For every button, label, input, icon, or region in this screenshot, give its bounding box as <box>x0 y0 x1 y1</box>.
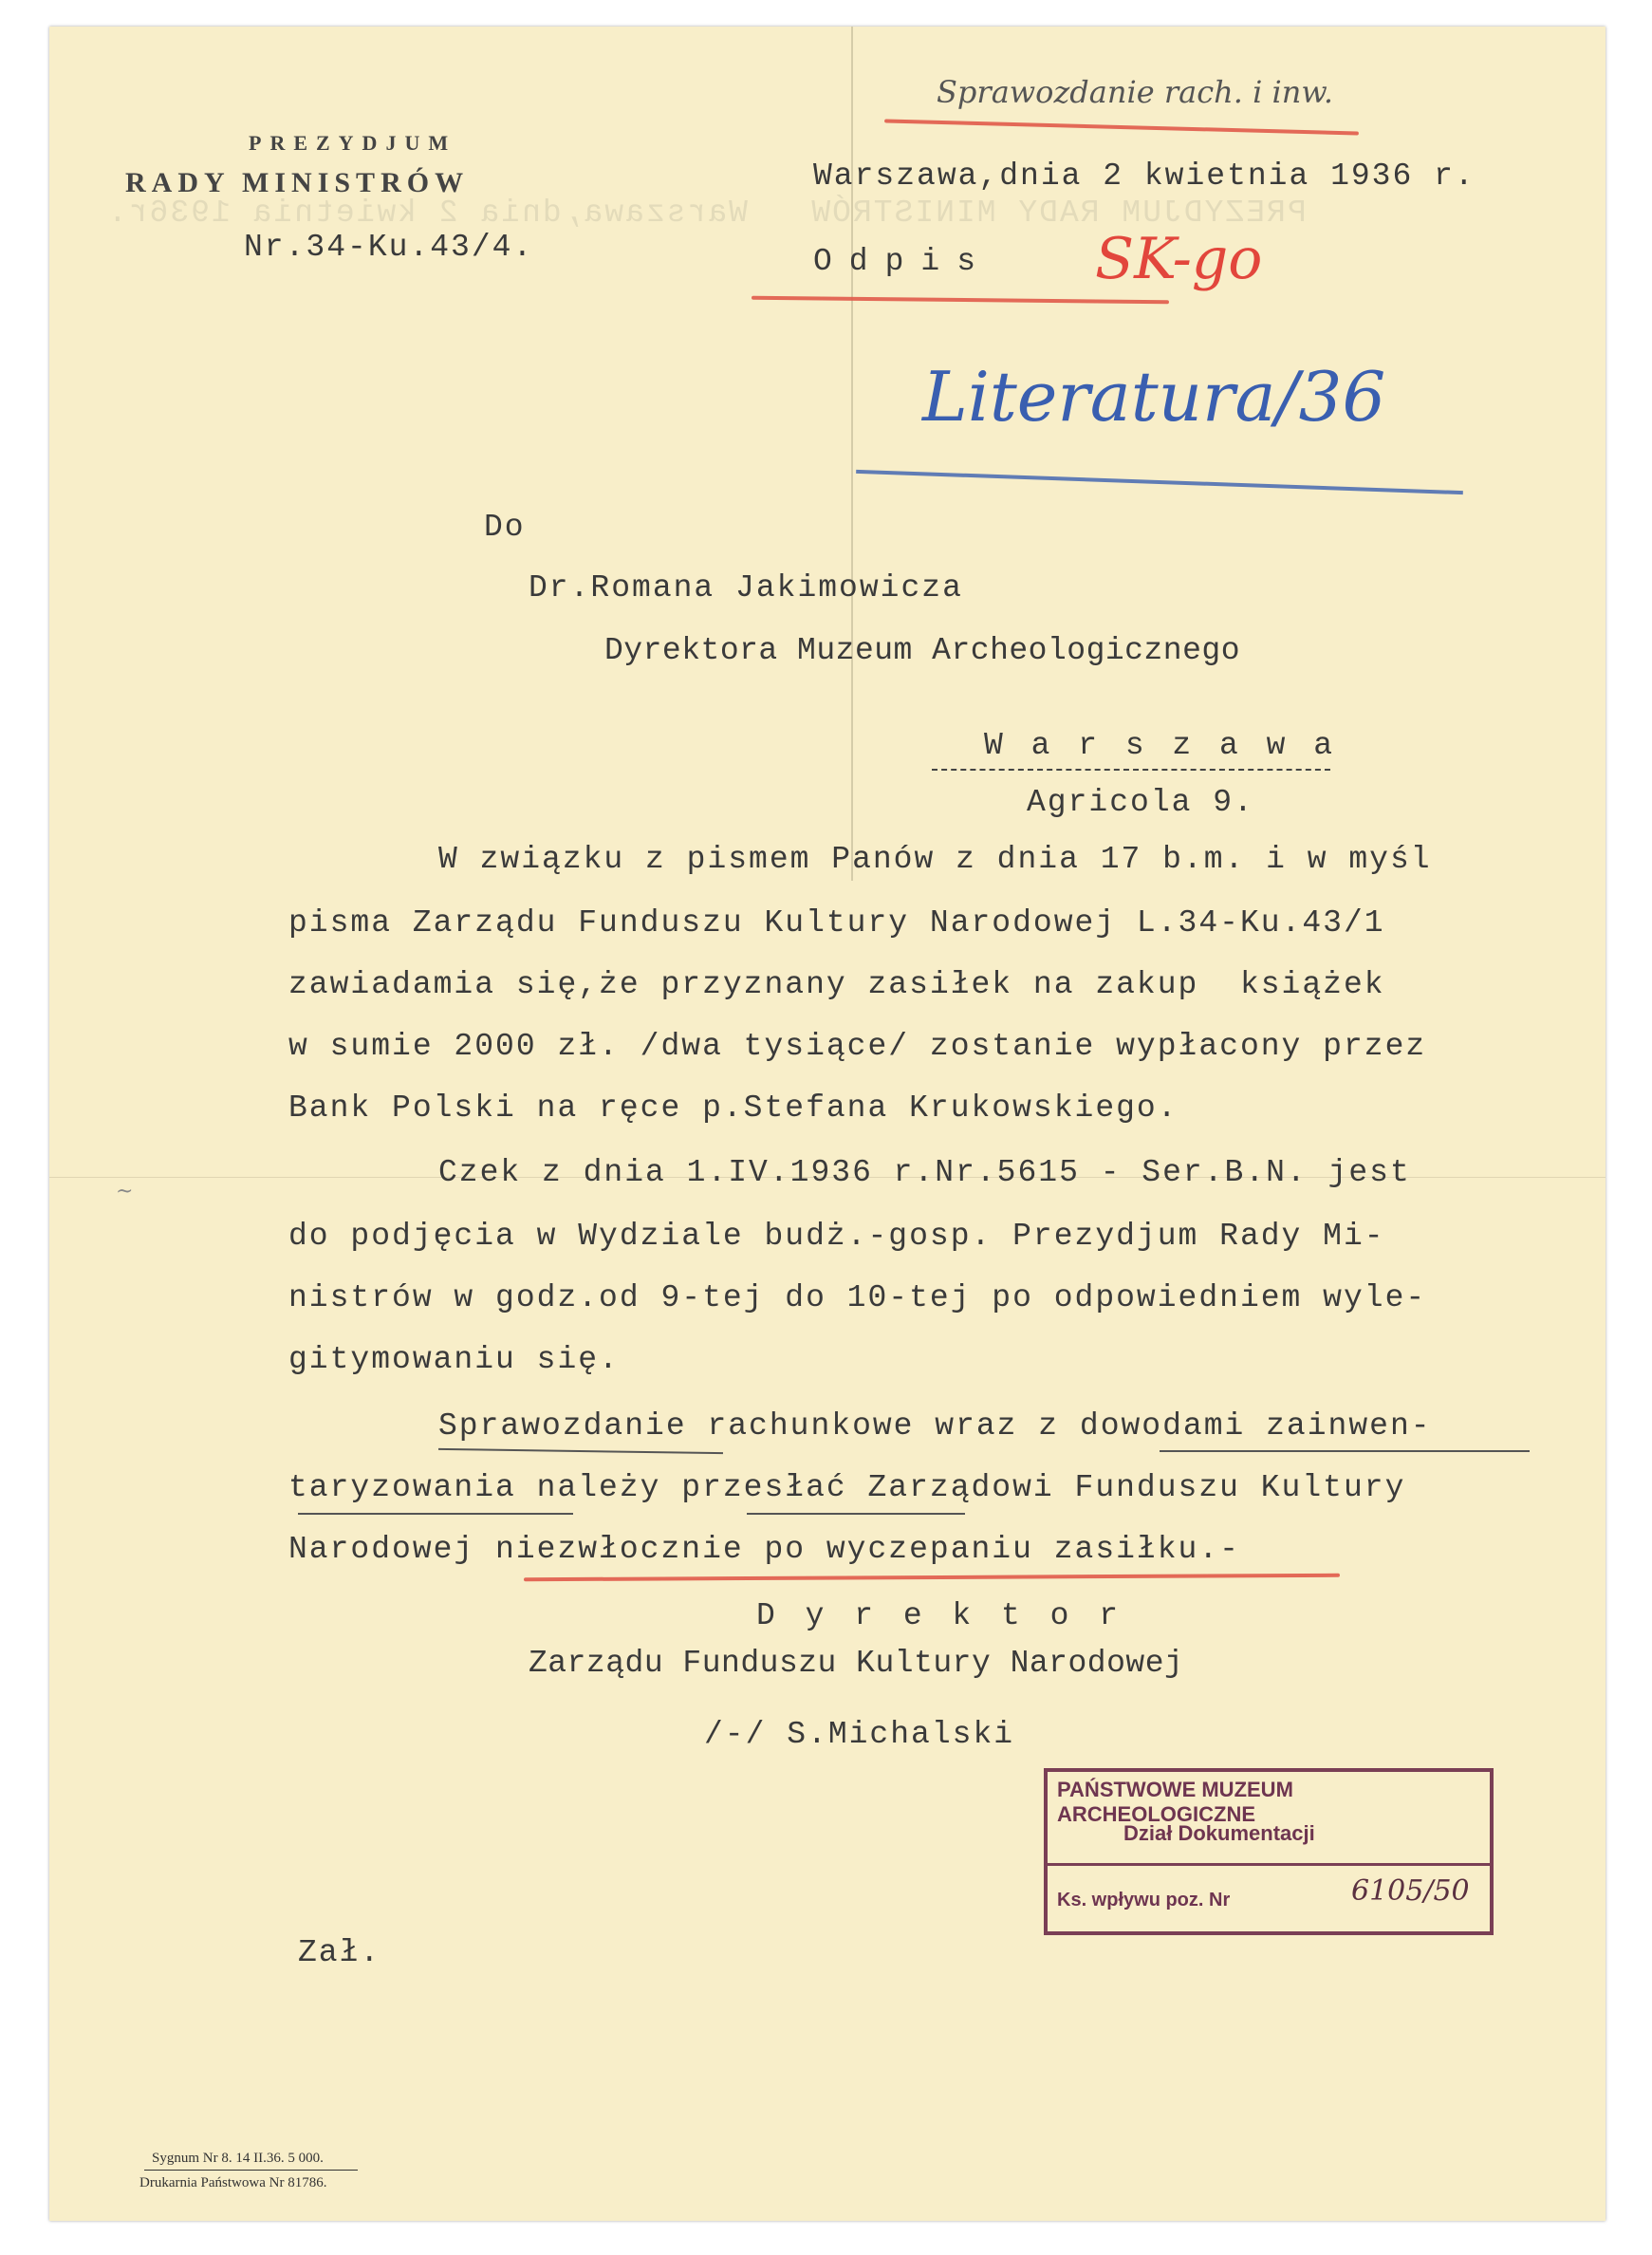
header-line1: PREZYDJUM <box>249 131 457 155</box>
letter-sheet <box>49 27 1606 2221</box>
red-handwritten-mark: SK-go <box>1095 226 1263 292</box>
body-line: Czek z dnia 1.IV.1936 r.Nr.5615 - Ser.B.N. jest <box>438 1155 1411 1190</box>
body-line: w sumie 2000 zł. /dwa tysiące/ zostanie wypłacony przez <box>288 1029 1427 1064</box>
address-to: Do <box>484 510 526 545</box>
city-underline <box>932 769 1330 773</box>
signature-org: Zarządu Funduszu Kultury Narodowej <box>529 1646 1184 1681</box>
stamp-line2: Dział Dokumentacji <box>1123 1821 1315 1845</box>
stamp-line1: PAŃSTWOWE MUZEUM ARCHEOLOGICZNE <box>1057 1778 1293 1826</box>
body-line: nistrów w godz.od 9-tej do 10-tej po odpowiedniem wyle- <box>288 1280 1427 1315</box>
stamp-divider <box>1048 1863 1490 1866</box>
addressee-name: Dr.Romana Jakimowicza <box>529 570 963 606</box>
body-line: W związku z pismem Panów z dnia 17 b.m. i w myśl <box>438 842 1432 877</box>
body-line: do podjęcia w Wydziale budż.-gosp. Prezydjum Rady Mi- <box>288 1219 1385 1254</box>
body-line: Narodowej niezwłocznie po wyczepaniu zasiłku.- <box>288 1532 1240 1567</box>
stamp-number: 6105/50 <box>1351 1874 1470 1908</box>
blue-handwritten-mark: Literatura/36 <box>922 357 1386 437</box>
stamp-line3: Ks. wpływu poz. Nr <box>1057 1890 1231 1910</box>
pencil-underline <box>438 1448 723 1454</box>
body-line: gitymowaniu się. <box>288 1342 620 1377</box>
pencil-underline <box>298 1513 573 1515</box>
body-line: Bank Polski na ręce p.Stefana Krukowskiego. <box>288 1090 1179 1126</box>
footer-line2: Drukarnia Państwowa Nr 81786. <box>139 2175 327 2190</box>
footer-line1: Sygnum Nr 8. 14 II.36. 5 000. <box>152 2151 324 2166</box>
address-street: Agricola 9. <box>1027 785 1254 820</box>
signature-name: /-/ S.Michalski <box>704 1717 1015 1752</box>
header-line2: RADY MINISTRÓW <box>125 167 470 198</box>
bleed-through-text: PREZYDJUM RADY MINISTRÓW Warszawa,dnia 2 kwietnia 1936r. <box>106 196 1307 231</box>
museum-stamp <box>1044 1768 1494 1935</box>
signature-role: D y r e k t o r <box>756 1598 1124 1633</box>
fold-crease <box>851 27 853 881</box>
addressee-title: Dyrektora Muzeum Archeologicznego <box>604 633 1241 668</box>
body-line: zawiadamia się,że przyznany zasiłek na zakup książek <box>288 967 1385 1002</box>
copy-label: Odpis <box>813 244 993 279</box>
date-line: Warszawa,dnia 2 kwietnia 1936 r. <box>813 158 1476 194</box>
body-line: pisma Zarządu Funduszu Kultury Narodowej L.34-Ku.43/1 <box>288 905 1385 941</box>
handwritten-note: Sprawozdanie rach. i inw. <box>937 74 1334 110</box>
blue-underline <box>856 470 1463 494</box>
red-underline-odpis <box>752 296 1169 305</box>
red-underline <box>884 119 1359 135</box>
margin-scribble: ~ <box>116 1180 134 1203</box>
body-line: taryzowania należy przesłać Zarządowi Funduszu Kultury <box>288 1470 1406 1505</box>
pencil-underline <box>1160 1450 1530 1452</box>
pencil-underline <box>747 1513 965 1515</box>
body-line: Sprawozdanie rachunkowe wraz z dowodami zainwen- <box>438 1408 1432 1444</box>
red-underline-deadline <box>524 1574 1340 1582</box>
reference-number: Nr.34-Ku.43/4. <box>244 230 534 265</box>
address-city: W a r s z a w a <box>984 728 1338 763</box>
footer-rule <box>144 2170 358 2171</box>
enclosure-label: Zał. <box>298 1935 381 1970</box>
